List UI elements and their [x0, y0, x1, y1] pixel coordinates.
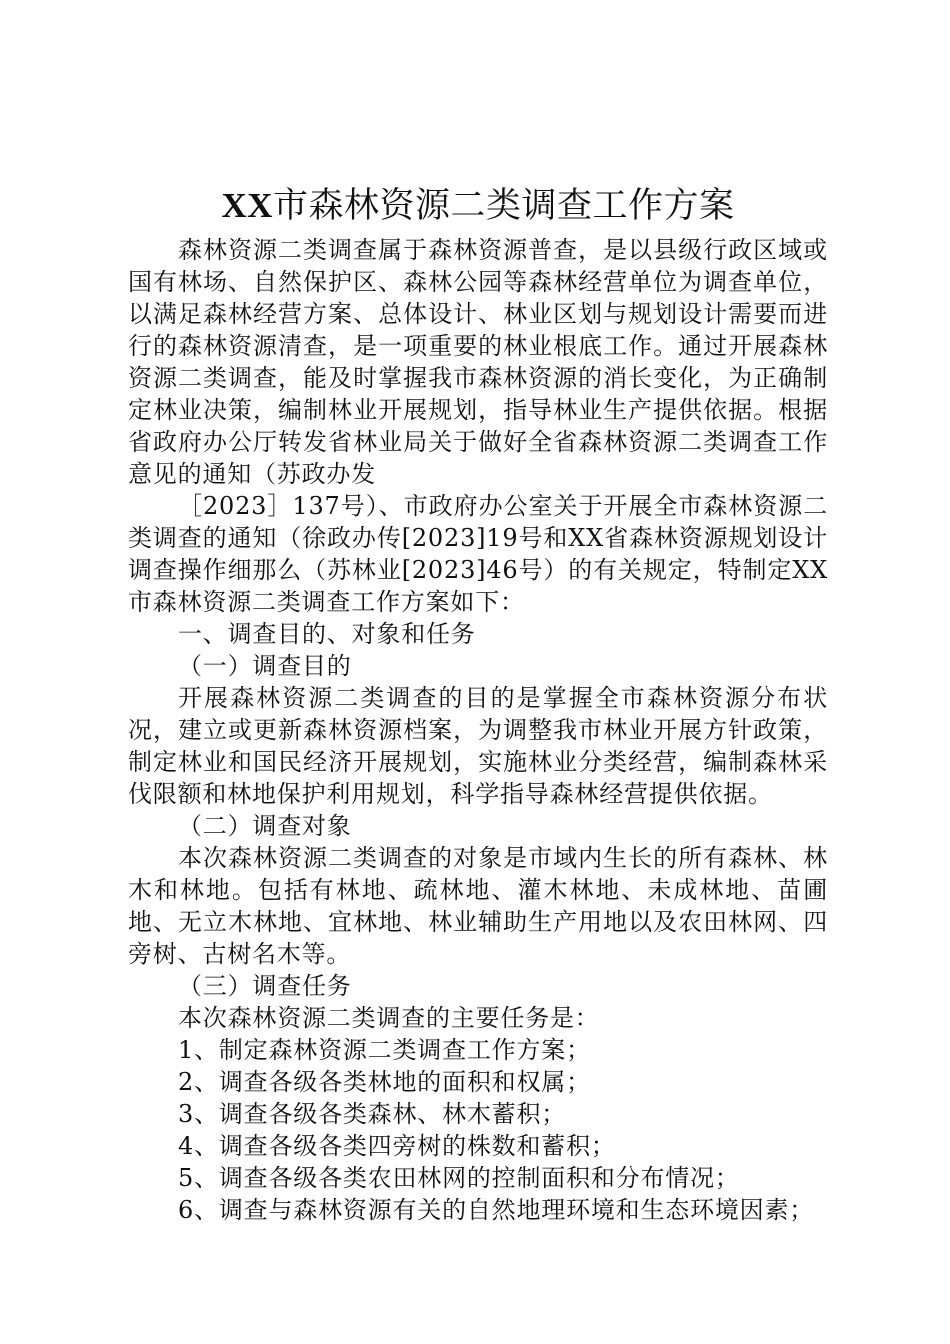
paragraph-intro: 森林资源二类调查属于森林资源普查，是以县级行政区域或国有林场、自然保护区、森林公园等森林经营单位为调查单位，以满足森林经营方案、总体设计、林业区划与规划设计需要而进行的森林资源清查，是一项重要的林业根底工作。通过开展森林资源二类调查，能及时掌握我市森林资源的消长变化，为正确制定林业决策，编制林业开展规划，指导林业生产提供依据。根据省政府办公厅转发省林业局关于做好全省森林资源二类调查工作意见的通知（苏政办发	[128, 236, 828, 488]
list-item: 3、调查各级各类森林、林木蓄积；	[178, 1100, 567, 1128]
document-page	[128, 182, 828, 1226]
paragraph-basis: ［2023］137号）、市政府办公室关于开展全市森林资源二类调查的通知（徐政办传[2023]19号和XX省森林资源规划设计调查操作细那么（苏林业[2023]46号）的有关规定，特制定XX市森林资源二类调查工作方案如下：	[128, 492, 828, 616]
document-title	[128, 182, 828, 230]
list-item: 4、调查各级各类四旁树的株数和蓄积；	[178, 1132, 616, 1160]
subsection-heading-purpose: （一）调查目的	[178, 652, 352, 680]
list-item: 6、调查与森林资源有关的自然地理环境和生态环境因素；	[178, 1196, 815, 1224]
title-text: 市森林资源二类调查工作方案	[273, 186, 735, 226]
paragraph-tasks-intro: 本次森林资源二类调查的主要任务是：	[178, 1004, 600, 1032]
list-item: 1、制定森林资源二类调查工作方案；	[178, 1036, 591, 1064]
paragraph-purpose: 开展森林资源二类调查的目的是掌握全市森林资源分布状况，建立或更新森林资源档案，为调整我市林业开展方针政策，制定林业和国民经济开展规划，实施林业分类经营，编制森林采伐限额和林地保护利用规划，科学指导森林经营提供依据。	[128, 684, 828, 808]
list-item: 5、调查各级各类农田林网的控制面积和分布情况；	[178, 1164, 740, 1192]
title-prefix: XX	[221, 186, 274, 225]
list-item: 2、调查各级各类林地的面积和权属；	[178, 1068, 591, 1096]
section-heading: 一、调查目的、对象和任务	[178, 620, 476, 648]
subsection-heading-tasks: （三）调查任务	[178, 972, 352, 1000]
paragraph-object: 本次森林资源二类调查的对象是市域内生长的所有森林、林木和林地。包括有林地、疏林地、灌木林地、未成林地、苗圃地、无立木林地、宜林地、林业辅助生产用地以及农田林网、四旁树、古树名木等。	[128, 844, 828, 968]
subsection-heading-object: （二）调查对象	[178, 812, 352, 840]
